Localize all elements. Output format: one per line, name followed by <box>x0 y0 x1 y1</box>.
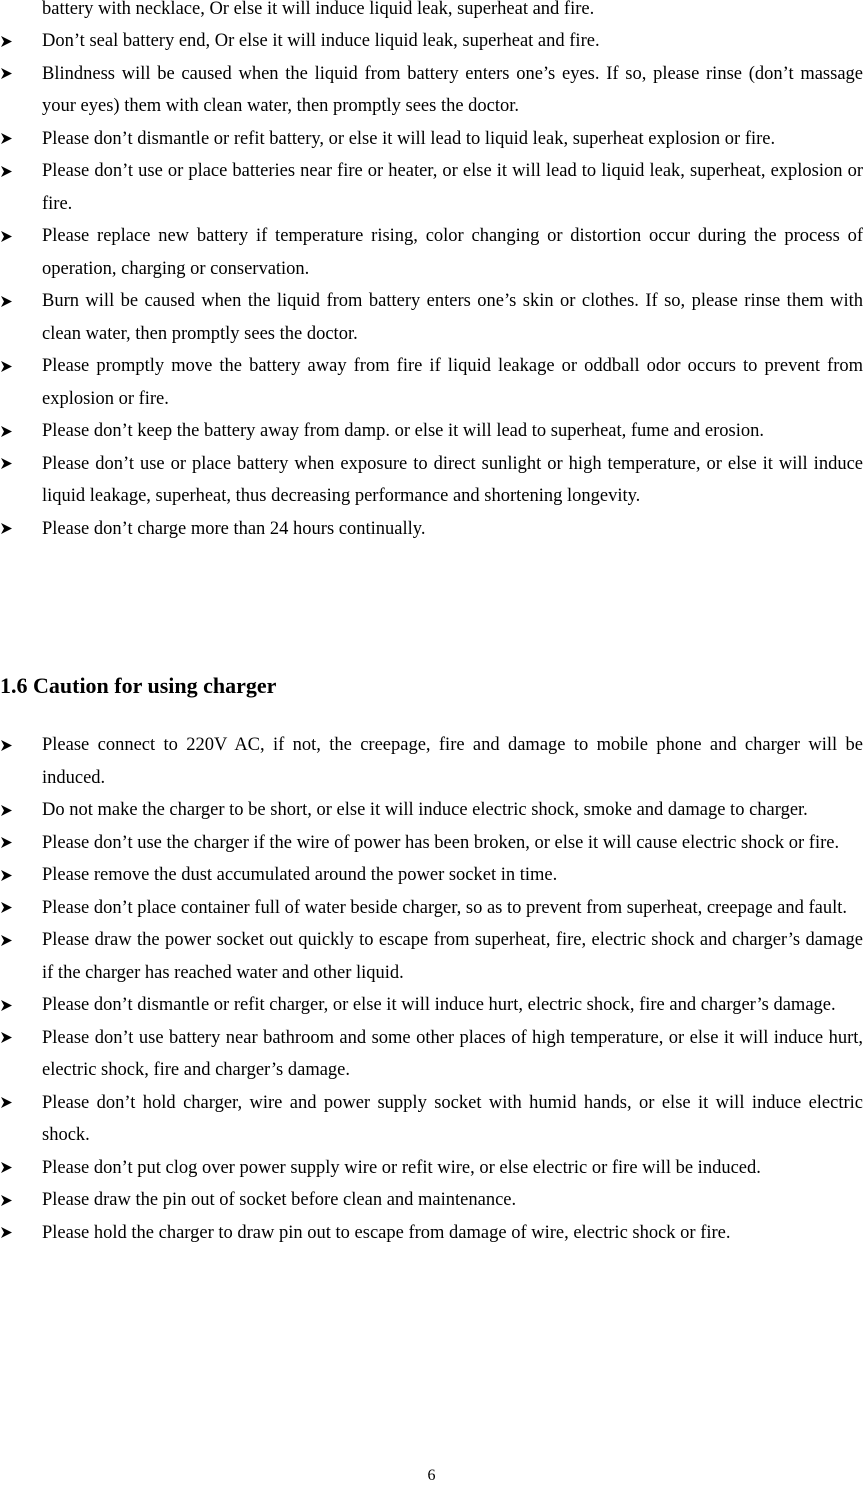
list-item-text: Please don’t use battery near bathroom and some other places of high temperature, or else it will induce hurt, electric shock, fire and charger’s damage. <box>42 1027 863 1080</box>
battery-caution-list <box>0 25 863 545</box>
section-heading: 1.6 Caution for using charger <box>0 673 277 698</box>
list-item <box>0 25 863 58</box>
list-item-text: Please don’t put clog over power supply wire or refit wire, or else electric or fire will be induced. <box>42 1157 761 1178</box>
list-item-text: Please promptly move the battery away from fire if liquid leakage or oddball odor occurs to prevent from explosion or fire. <box>42 356 863 409</box>
list-item <box>0 155 863 220</box>
arrowhead-bullet-icon <box>0 859 20 892</box>
list-item <box>0 859 863 892</box>
arrowhead-bullet-icon <box>0 924 20 957</box>
list-item-text: Burn will be caused when the liquid from battery enters one’s skin or clothes. If so, please rinse them with clean water, then promptly sees the doctor. <box>42 291 863 344</box>
arrowhead-bullet-icon <box>0 827 20 860</box>
list-item-text: Please connect to 220V AC, if not, the creepage, fire and damage to mobile phone and charger will be induced. <box>42 735 863 788</box>
charger-caution-list <box>0 729 863 1249</box>
list-item <box>0 924 863 989</box>
list-item <box>0 58 863 123</box>
arrowhead-bullet-icon <box>0 123 20 156</box>
list-item <box>0 220 863 285</box>
list-item <box>0 513 863 546</box>
arrowhead-bullet-icon <box>0 1022 20 1055</box>
list-item <box>0 285 863 350</box>
arrowhead-bullet-icon <box>0 25 20 58</box>
list-item-text: Please don’t use or place battery when exposure to direct sunlight or high temperature, or else it will induce liquid leakage, superheat, thus decreasing performance and shortening longevity. <box>42 453 863 506</box>
list-item-text: Please don’t use the charger if the wire of power has been broken, or else it will cause electric shock or fire. <box>42 832 840 853</box>
list-item <box>0 729 863 794</box>
arrowhead-bullet-icon <box>0 1184 20 1217</box>
arrowhead-bullet-icon <box>0 220 20 253</box>
list-item-text: Please don’t keep the battery away from damp. or else it will lead to superheat, fume and erosion. <box>42 421 764 441</box>
arrowhead-bullet-icon <box>0 448 20 481</box>
list-item-text: Do not make the charger to be short, or else it will induce electric shock, smoke and damage to charger. <box>42 800 808 820</box>
list-item-text: Please hold the charger to draw pin out to escape from damage of wire, electric shock or fire. <box>42 1222 731 1243</box>
arrowhead-bullet-icon <box>0 1087 20 1120</box>
list-item-text: Please don’t hold charger, wire and power supply socket with humid hands, or else it will induce electric shock. <box>42 1092 863 1145</box>
arrowhead-bullet-icon <box>0 285 20 318</box>
list-item-text: Please replace new battery if temperature rising, color changing or distortion occur during the process of operation, charging or conservation. <box>42 226 863 279</box>
list-item-text: Please don’t use or place batteries near fire or heater, or else it will lead to liquid leak, superheat, explosion or fire. <box>42 161 863 214</box>
arrowhead-bullet-icon <box>0 989 20 1022</box>
list-item <box>0 123 863 156</box>
page-number: 6 <box>427 1467 436 1484</box>
continuation-text: battery with necklace, Or else it will induce liquid leak, superheat and fire. <box>42 0 595 19</box>
arrowhead-bullet-icon <box>0 58 20 91</box>
list-item <box>0 448 863 513</box>
list-item-text: Please don’t dismantle or refit charger, or else it will induce hurt, electric shock, fire and charger’s damage. <box>42 995 836 1015</box>
list-item-text: Please remove the dust accumulated around the power socket in time. <box>42 865 558 885</box>
list-item <box>0 892 863 925</box>
list-item <box>0 350 863 415</box>
list-item-text: Please draw the pin out of socket before clean and maintenance. <box>42 1190 517 1210</box>
list-item <box>0 1217 863 1250</box>
list-item <box>0 415 863 448</box>
list-item-text: Don’t seal battery end, Or else it will induce liquid leak, superheat and fire. <box>42 31 600 51</box>
list-item <box>0 989 863 1022</box>
list-item <box>0 1184 863 1217</box>
arrowhead-bullet-icon <box>0 892 20 925</box>
arrowhead-bullet-icon <box>0 513 20 546</box>
list-item <box>0 827 863 860</box>
list-item-text: Please don’t charge more than 24 hours continually. <box>42 518 426 539</box>
list-item <box>0 1022 863 1087</box>
arrowhead-bullet-icon <box>0 415 20 448</box>
list-item <box>0 794 863 827</box>
arrowhead-bullet-icon <box>0 1217 20 1250</box>
list-item-text: Please draw the power socket out quickly to escape from superheat, fire, electric shock and charger’s damage if the charger has reached water and other liquid. <box>42 930 863 983</box>
arrowhead-bullet-icon <box>0 1152 20 1185</box>
arrowhead-bullet-icon <box>0 794 20 827</box>
list-item <box>0 1087 863 1152</box>
list-item-text: Please don’t dismantle or refit battery, or else it will lead to liquid leak, superheat explosion or fire. <box>42 128 776 149</box>
arrowhead-bullet-icon <box>0 729 20 762</box>
list-item <box>0 1152 863 1185</box>
arrowhead-bullet-icon <box>0 350 20 383</box>
arrowhead-bullet-icon <box>0 155 20 188</box>
list-item-text: Blindness will be caused when the liquid from battery enters one’s eyes. If so, please rinse (don’t massage your eyes) them with clean water, then promptly sees the doctor. <box>42 63 863 116</box>
list-item-text: Please don’t place container full of water beside charger, so as to prevent from superheat, creepage and fault. <box>42 897 848 918</box>
